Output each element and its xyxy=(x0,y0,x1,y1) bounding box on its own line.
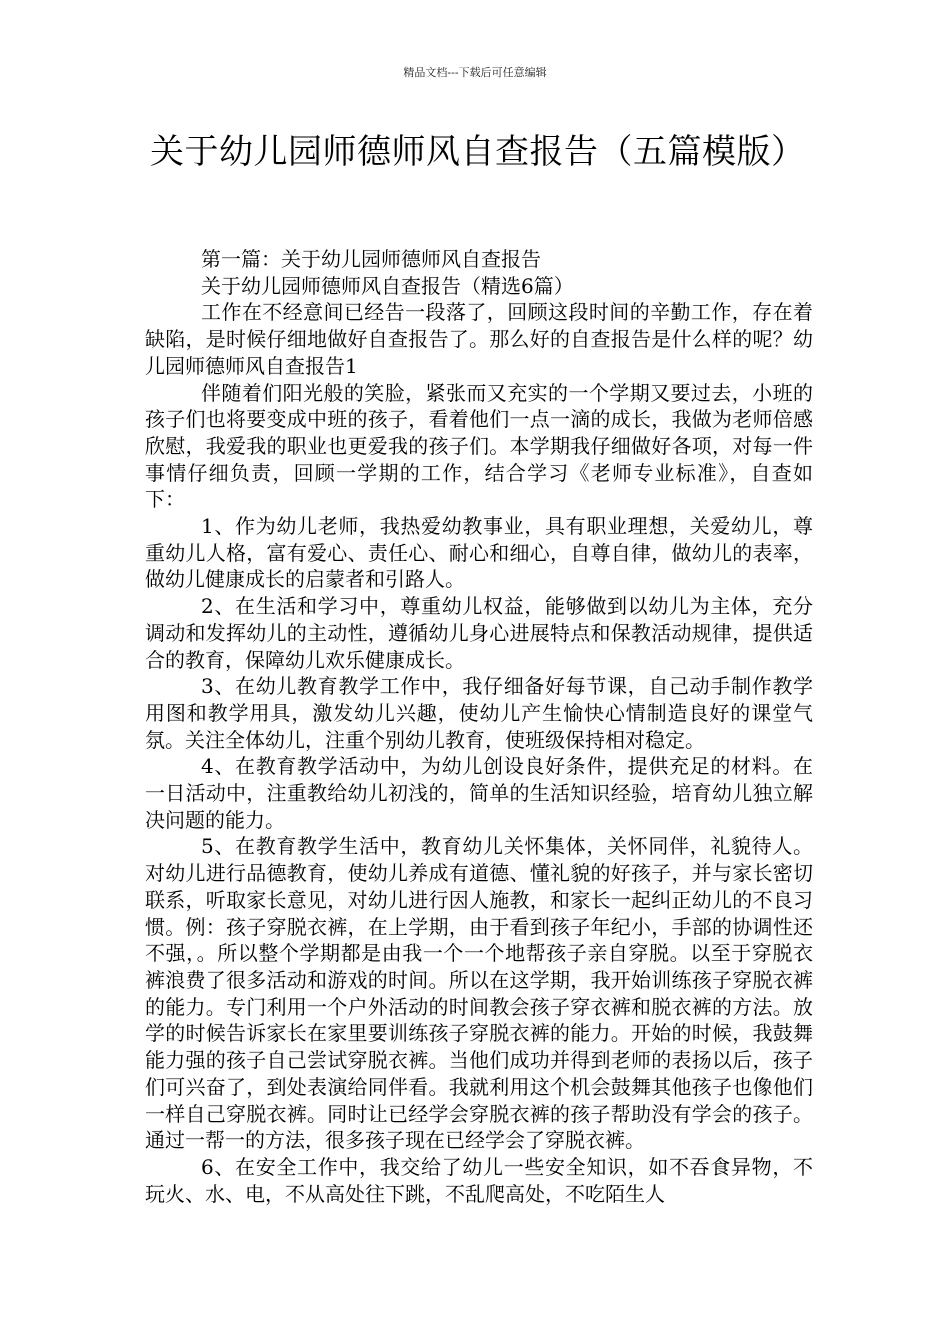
paragraph: 伴随着们阳光般的笑脸，紧张而又充实的一个学期又要过去，小班的孩子们也将要变成中班的孩子，看着他们一点一滴的成长，我做为老师倍感欣慰，我爱我的职业也更爱我的孩子们。本学期我仔细做好各项，对每一件事情仔细负责，回顾一学期的工作，结合学习《老师专业标准》，自查如下： xyxy=(145,380,813,512)
paragraph: 3、在幼儿教育教学工作中，我仔细备好每节课，自己动手制作教学用图和教学用具，激发幼儿兴趣，使幼儿产生愉快心情制造良好的课堂气氛。关注全体幼儿，注重个别幼儿教育，使班级保持相对稳定。 xyxy=(145,674,813,752)
document-title: 关于幼儿园师德师风自查报告（五篇模版） xyxy=(150,132,806,172)
paragraph: 5、在教育教学生活中，教育幼儿关怀集体，关怀同伴，礼貌待人。对幼儿进行品德教育，使幼儿养成有道德、懂礼貌的好孩子，并与家长密切联系，听取家长意见，对幼儿进行因人施教，和家长一起纠正幼儿的不良习惯。例：孩子穿脱衣裤，在上学期，由于看到孩子年纪小，手部的协调性还不强，。所以整个学期都是由我一个一个地帮孩子亲自穿脱。以至于穿脱衣裤浪费了很多活动和游戏的时间。所以在这学期，我开始训练孩子穿脱衣裤的能力。专门利用一个户外活动的时间教会孩子穿衣裤和脱衣裤的方法。放学的时候告诉家长在家里要训练孩子穿脱衣裤的能力。开始的时候，我鼓舞能力强的孩子自己尝试穿脱衣裤。当他们成功并得到老师的表扬以后，孩子们可兴奋了，到处表演给同伴看。我就利用这个机会鼓舞其他孩子也像他们一样自己穿脱衣裤。同时让已经学会穿脱衣裤的孩子帮助没有学会的孩子。通过一帮一的方法，很多孩子现在已经学会了穿脱衣裤。 xyxy=(145,834,813,1153)
paragraph: 第一篇：关于幼儿园师德师风自查报告 xyxy=(201,247,541,271)
paragraph: 1、作为幼儿老师，我热爱幼教事业，具有职业理想，关爱幼儿，尊重幼儿人格，富有爱心、责任心、耐心和细心，自尊自律，做幼儿的表率，做幼儿健康成长的启蒙者和引路人。 xyxy=(145,514,813,592)
paragraph: 关于幼儿园师德师风自查报告（精选6篇） xyxy=(201,273,574,298)
paragraph: 2、在生活和学习中，尊重幼儿权益，能够做到以幼儿为主体，充分调动和发挥幼儿的主动性，遵循幼儿身心进展特点和保教活动规律，提供适合的教育，保障幼儿欢乐健康成长。 xyxy=(145,594,813,672)
document-body xyxy=(145,246,813,1207)
paragraph: 4、在教育教学活动中，为幼儿创设良好条件，提供充足的材料。在一日活动中，注重教给幼儿初浅的，简单的生活知识经验，培育幼儿独立解决问题的能力。 xyxy=(145,754,813,832)
header-note: 精品文档---下载后可任意编辑 xyxy=(403,66,547,79)
paragraph: 工作在不经意间已经告一段落了，回顾这段时间的辛勤工作，存在着缺陷，是时候仔细地做好自查报告了。那么好的自查报告是什么样的呢？幼儿园师德师风自查报告1 xyxy=(145,300,813,378)
paragraph: 6、在安全工作中，我交给了幼儿一些安全知识，如不吞食异物，不玩火、水、电，不从高处往下跳，不乱爬高处，不吃陌生人 xyxy=(145,1154,813,1206)
